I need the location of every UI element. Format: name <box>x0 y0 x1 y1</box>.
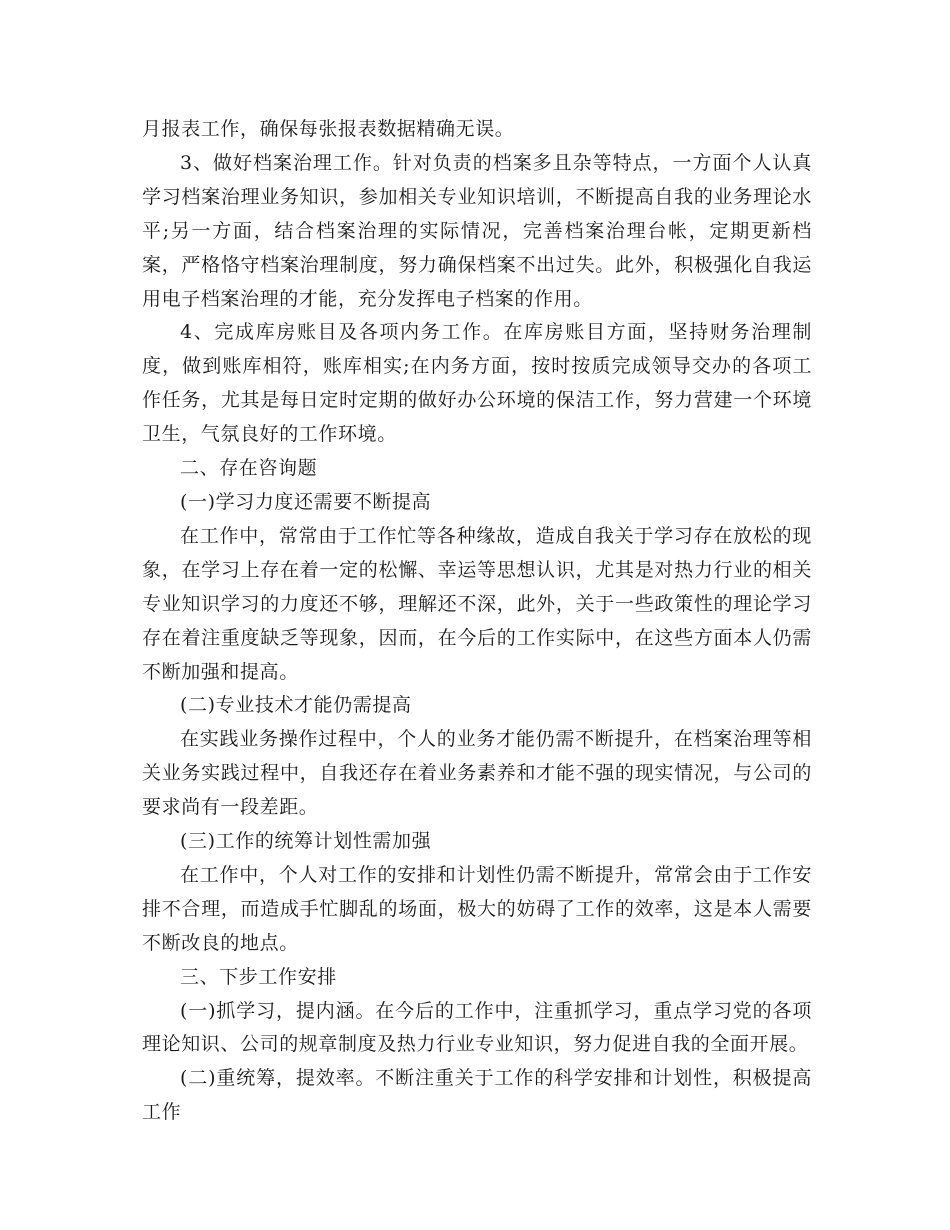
paragraph-skills: 在实践业务操作过程中，个人的业务才能仍需不断提升，在档案治理等相关业务实践过程中，自我还存在着业务素养和才能不强的现实情况，与公司的要求尚有一段差距。 <box>142 728 812 819</box>
section-heading-problems: 二、存在咨询题 <box>180 457 318 480</box>
document-body <box>142 113 812 1130</box>
subheading-learning: (一)学习力度还需要不断提高 <box>180 490 432 513</box>
paragraph-archive-management: 3、做好档案治理工作。针对负责的档案多且杂等特点，一方面个人认真学习档案治理业务知识，参加相关专业知识培训，不断提高自我的业务理论水平;另一方面，结合档案治理的实际情况，完善档案治理台帐，定期更新档案，严格恪守档案治理制度，努力确保档案不出过失。此外，积极强化自我运用电子档案治理的才能，充分发挥电子档案的作用。 <box>142 151 812 310</box>
paragraph-efficiency: (二)重统筹，提效率。不断注重关于工作的科学安排和计划性，积极提高工作 <box>142 1067 812 1124</box>
paragraph-learning: 在工作中，常常由于工作忙等各种缘故，造成自我关于学习存在放松的现象，在学习上存在着一定的松懈、幸运等思想认识，尤其是对热力行业的相关专业知识学习的力度还不够，理解还不深，此外，关于一些政策性的理论学习存在着注重度缺乏等现象，因而，在今后的工作实际中，在这些方面本人仍需不断加强和提高。 <box>142 524 812 683</box>
paragraph-warehouse-accounts: 4、完成库房账目及各项内务工作。在库房账目方面，坚持财务治理制度，做到账库相符，账库相实;在内务方面，按时按质完成领导交办的各项工作任务，尤其是每日定时定期的做好办公环境的保洁工作，努力营建一个环境卫生，气氛良好的工作环境。 <box>142 321 812 446</box>
subheading-planning: (三)工作的统筹计划性需加强 <box>180 830 432 853</box>
paragraph-planning: 在工作中，个人对工作的安排和计划性仍需不断提升，常常会由于工作安排不合理，而造成手忙脚乱的场面，极大的妨碍了工作的效率，这是本人需要不断改良的地点。 <box>142 863 812 954</box>
paragraph-study: (一)抓学习，提内涵。在今后的工作中，注重抓学习，重点学习党的各项理论知识、公司的规章制度及热力行业专业知识，努力促进自我的全面开展。 <box>142 999 812 1056</box>
section-heading-next-steps: 三、下步工作安排 <box>180 965 337 988</box>
paragraph-continuation: 月报表工作，确保每张报表数据精确无误。 <box>142 118 515 140</box>
subheading-skills: (二)专业技术才能仍需提高 <box>180 694 412 717</box>
